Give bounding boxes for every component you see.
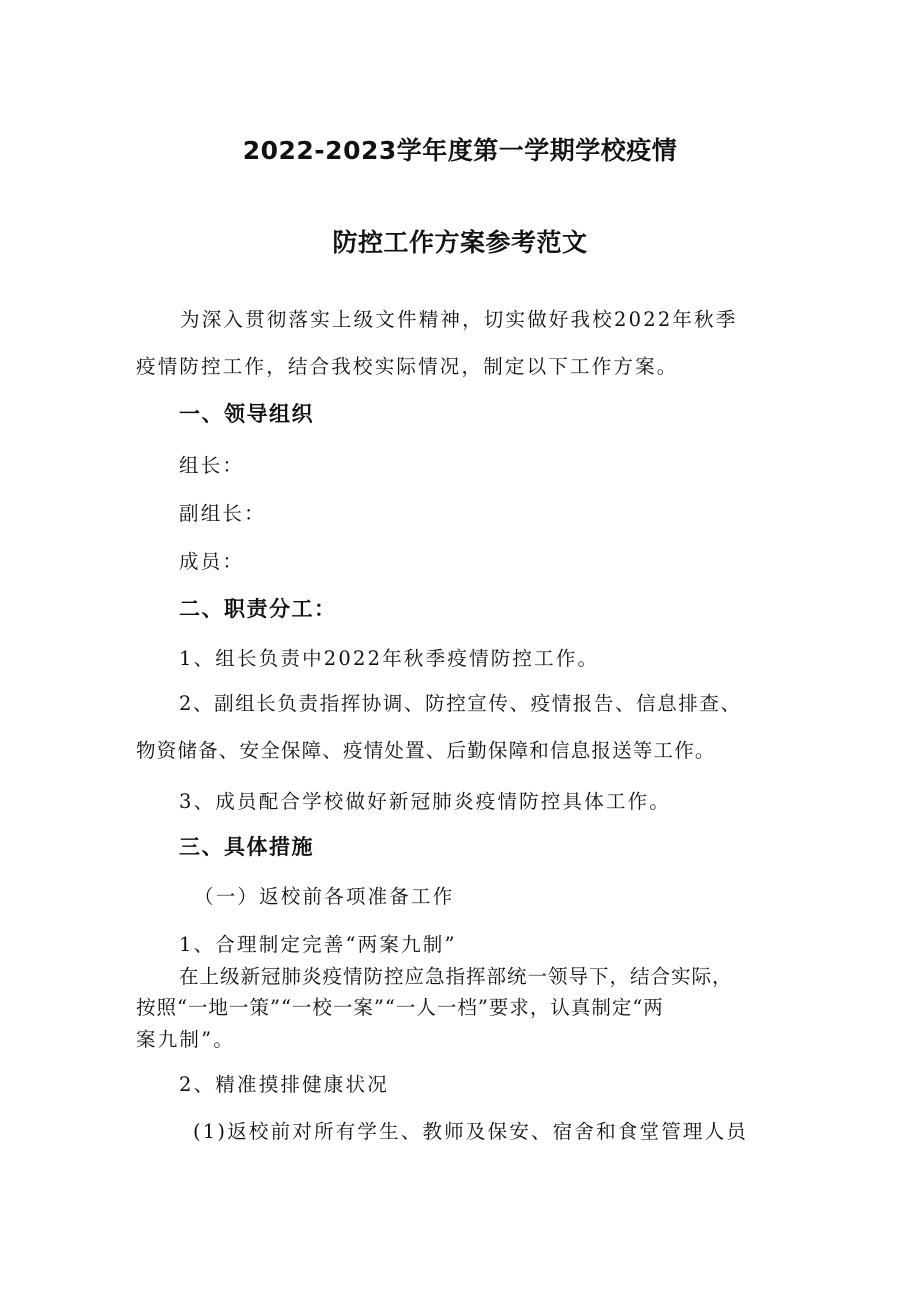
duty-item-3: 3、成员配合学校做好新冠肺炎疫情防控具体工作。 (179, 790, 672, 813)
duty-item-1: 1、组长负责中2022年秋季疫情防控工作。 (179, 647, 600, 670)
item-1-title: 1、合理制定完善“两案九制” (179, 933, 457, 956)
duty-item-2-line-1: 2、副组长负责指挥协调、防控宣传、疫情报告、信息排查、 (179, 692, 742, 715)
item-1-body-line-1: 在上级新冠肺炎疫情防控应急指挥部统一领导下，结合实际， (179, 965, 733, 988)
item-2-subitem-1: (1)返校前对所有学生、教师及保安、宿舍和食堂管理人员 (193, 1120, 749, 1143)
intro-paragraph-line-2: 疫情防控工作，结合我校实际情况，制定以下工作方案。 (136, 355, 679, 378)
document-title-line-1: 2022-2023学年度第一学期学校疫情 (242, 136, 678, 165)
section-heading-measures: 三、具体措施 (179, 835, 314, 859)
item-1-body-line-2: 按照“一地一策”“一校一案”“一人一档”要求，认真制定“两 (136, 996, 664, 1019)
members-label: 成员： (179, 550, 245, 573)
item-2-title: 2、精准摸排健康状况 (179, 1073, 389, 1096)
document-title-line-2: 防控工作方案参考范文 (332, 228, 588, 257)
deputy-leader-label: 副组长： (179, 502, 266, 525)
section-heading-leadership: 一、领导组织 (179, 402, 314, 426)
intro-paragraph-line-1: 为深入贯彻落实上级文件精神，切实做好我校2022年秋季 (180, 308, 738, 331)
duty-item-2-line-2: 物资储备、安全保障、疫情处置、后勤保障和信息报送等工作。 (136, 739, 716, 762)
leader-label: 组长： (179, 454, 245, 477)
section-heading-duties: 二、职责分工： (179, 597, 337, 621)
subsection-heading-preparation: （一）返校前各项准备工作 (194, 885, 455, 908)
item-1-body-line-3: 案九制”。 (136, 1028, 235, 1051)
